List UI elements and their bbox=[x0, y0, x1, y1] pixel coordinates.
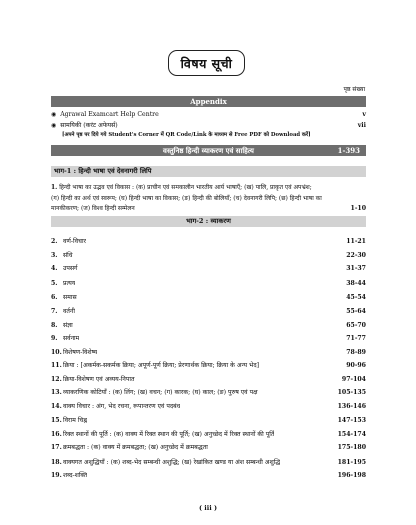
toc-entry[interactable] bbox=[51, 321, 366, 331]
appendix-heading: Appendix bbox=[190, 97, 227, 106]
appendix-item-page: vii bbox=[357, 122, 366, 129]
toc-entry[interactable] bbox=[51, 307, 366, 317]
entry-pages: 31-37 bbox=[346, 265, 366, 272]
entry-pages: 181-195 bbox=[337, 459, 366, 466]
appendix-item-label: सामयिकी (करंट अफेयर्स) bbox=[60, 122, 118, 129]
bullet-icon: ◉ bbox=[51, 122, 57, 129]
toc-entry[interactable] bbox=[51, 402, 366, 412]
entry-number: 15. bbox=[51, 417, 62, 424]
entry-pages: 105-135 bbox=[337, 389, 366, 396]
entry-title: क्रिया : [अकर्मक-सकर्मक क्रिया; अपूर्ण-पूर्ण क्रिया; प्रेरणार्थक क्रिया; क्रिया के अन्य भेद] bbox=[62, 362, 260, 369]
toc-entry[interactable] bbox=[51, 471, 366, 481]
toc-entry[interactable] bbox=[51, 388, 366, 398]
entry-title: उपसर्ग bbox=[62, 265, 78, 272]
entry-pages: 90-96 bbox=[346, 362, 366, 369]
entry-title: व्याकरणिक कोटियाँ : (क) लिंग; (ख) वचन; (ग) कारक; (घ) काल; (ङ) पुरुष एवं पक्ष bbox=[62, 389, 258, 396]
toc-entry[interactable] bbox=[51, 416, 366, 426]
entry-pages: 22-30 bbox=[346, 252, 366, 259]
entry-title: वाक्य विचार : अंग, भेद रचना, रूपान्तरण एवं पदबंध bbox=[62, 403, 181, 410]
entry-number: 19. bbox=[51, 472, 62, 479]
appendix-item[interactable] bbox=[51, 110, 366, 119]
entry-title: शब्द-शक्ति bbox=[62, 472, 88, 479]
entry-pages: 97-104 bbox=[341, 376, 366, 383]
entry-title: संज्ञा bbox=[62, 322, 73, 329]
toc-entry[interactable] bbox=[51, 334, 366, 344]
toc-entry[interactable] bbox=[51, 279, 366, 289]
entry-number: 18. bbox=[51, 459, 62, 466]
entry-line: हिन्दी भाषा का उद्भव एवं विकास : (क) प्राचीन एवं समकालीन भारतीय आर्य भाषाएँ; (ख) पालि, प्राकृत एवं अपभ्रंश; bbox=[59, 184, 312, 191]
toc-entry[interactable] bbox=[51, 251, 366, 261]
toc-entry[interactable] bbox=[51, 458, 366, 468]
entry-title: प्रत्यय bbox=[62, 280, 76, 287]
entry-number: 2. bbox=[51, 238, 58, 245]
toc-entry[interactable] bbox=[51, 348, 366, 358]
entry-number: 4. bbox=[51, 265, 58, 272]
section-band bbox=[51, 145, 366, 156]
part1-entry[interactable] bbox=[51, 183, 351, 215]
entry-line: (ग) हिन्दी का अर्थ एवं स्वरूप; (घ) हिन्दी भाषा का विकास; (ङ) हिन्दी की बोलियाँ; (च) देवनागरी लिपि; (छ) हिन्दी भाषा का bbox=[51, 194, 322, 202]
entry-title: विशेषण-विशेष्य bbox=[62, 349, 98, 356]
entry-title: वाक्यगत अशुद्धियाँ : (क) शब्द-भेद सम्बन्धी अशुद्धि; (ख) रेखांकित खण्ड या अंश सम्बन्धी अशुद्धि bbox=[62, 459, 281, 466]
entry-pages: 65-70 bbox=[346, 322, 366, 329]
entry-pages: 196-198 bbox=[337, 472, 366, 479]
toc-entry[interactable] bbox=[51, 375, 366, 385]
entry-pages: 1-10 bbox=[350, 205, 366, 212]
entry-number: 12. bbox=[51, 376, 62, 383]
entry-number: 14. bbox=[51, 403, 62, 410]
entry-pages: 175-180 bbox=[337, 444, 366, 451]
toc-entry[interactable] bbox=[51, 430, 366, 440]
entry-pages: 147-153 bbox=[337, 417, 366, 424]
entry-pages: 78-89 bbox=[346, 349, 366, 356]
entry-pages: 55-64 bbox=[346, 308, 366, 315]
entry-number: 9. bbox=[51, 335, 58, 342]
entry-number: 3. bbox=[51, 252, 58, 259]
section-pages: 1-393 bbox=[337, 146, 360, 155]
entry-title: संधि bbox=[62, 252, 73, 259]
appendix-item-label: Agrawal Examcart Help Centre bbox=[60, 111, 159, 118]
page-title: विषय सूची bbox=[168, 50, 245, 76]
entry-title: क्रिया-विशेषण एवं अव्यय-निपात bbox=[62, 376, 135, 383]
entry-pages: 11-21 bbox=[346, 238, 366, 245]
entry-pages: 71-77 bbox=[346, 335, 366, 342]
toc-entry[interactable] bbox=[51, 361, 366, 371]
entry-number: 13. bbox=[51, 389, 62, 396]
toc-entry[interactable] bbox=[51, 264, 366, 274]
appendix-heading-band bbox=[51, 96, 366, 107]
entry-title: विराम चिह्न bbox=[62, 417, 88, 424]
entry-number: 17. bbox=[51, 444, 62, 451]
entry-pages: 38-44 bbox=[346, 280, 366, 287]
entry-pages: 154-174 bbox=[337, 431, 366, 438]
page-footer: ( iii ) bbox=[198, 504, 218, 512]
part2-heading: भाग-2 : व्याकरण bbox=[51, 216, 366, 227]
appendix-item[interactable] bbox=[51, 121, 366, 130]
entry-title: क्रमबद्धता : (क) वाक्य में क्रमबद्धता; (ख) अनुच्छेद में क्रमबद्धता bbox=[62, 444, 208, 451]
entry-number: 1. bbox=[51, 184, 58, 191]
part1-heading: भाग-1 : हिन्दी भाषा एवं देवनागरी लिपि bbox=[51, 166, 366, 177]
entry-number: 11. bbox=[51, 362, 62, 369]
bullet-icon: ◉ bbox=[51, 111, 57, 118]
toc-entry[interactable] bbox=[51, 293, 366, 303]
toc-entry[interactable] bbox=[51, 443, 366, 453]
entry-title: रिक्त स्थानों की पूर्ति : (क) वाक्य में रिक्त स्थान की पूर्ति; (ख) अनुच्छेद में रिक्त स्थानों की पूर्ति bbox=[62, 431, 275, 438]
appendix-item-page: v bbox=[362, 111, 366, 118]
entry-pages: 136-146 bbox=[337, 403, 366, 410]
entry-title: समास bbox=[62, 294, 77, 301]
appendix-download-note: [अपने पृष्ठ पर दिये गये Student's Corner में QR Code/Link के माध्यम से Free PDF को Download करें] bbox=[62, 132, 311, 138]
entry-pages: 45-54 bbox=[346, 294, 366, 301]
entry-number: 5. bbox=[51, 280, 58, 287]
entry-title: वर्तनी bbox=[62, 308, 75, 315]
entry-number: 8. bbox=[51, 322, 58, 329]
page-number-column-heading: पृष्ठ संख्या bbox=[343, 86, 365, 93]
entry-number: 6. bbox=[51, 294, 58, 301]
entry-line: मानकीकरण; (ज) विश्व हिन्दी सम्मेलन bbox=[51, 205, 135, 212]
entry-title: सर्वनाम bbox=[62, 335, 80, 342]
entry-title: वर्ण-विचार bbox=[62, 238, 87, 245]
entry-number: 16. bbox=[51, 431, 62, 438]
toc-entry[interactable] bbox=[51, 237, 366, 247]
entry-number: 7. bbox=[51, 308, 58, 315]
entry-number: 10. bbox=[51, 349, 62, 356]
section-title: वस्तुनिष्ठ हिन्दी व्याकरण एवं साहित्य bbox=[163, 146, 254, 155]
